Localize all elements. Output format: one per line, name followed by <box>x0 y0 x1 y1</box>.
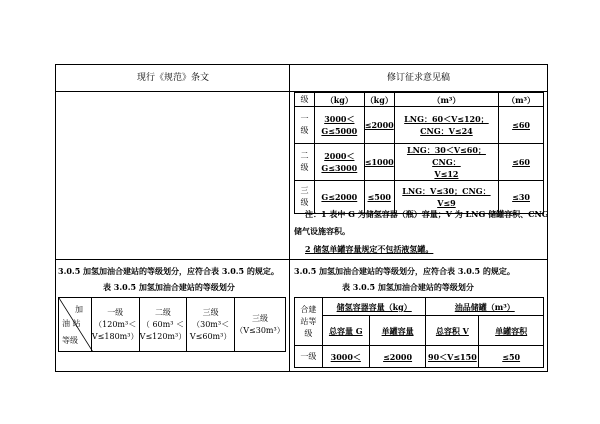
lng-cng-cell: LNG：60＜V≤120； CNG：V≤24 <box>394 107 498 144</box>
row-total-volume: 90＜V≤150 <box>426 346 479 368</box>
comparison-table <box>55 64 548 372</box>
sub-single-capacity: 单罐容量 <box>369 316 426 346</box>
note-2: 2 储氢单罐容量规定不包括液氢罐。 <box>305 244 434 254</box>
head-hydrogen-capacity: 储氢容器容量（kg） <box>322 298 426 316</box>
grade-cell: 一 级 <box>295 107 315 144</box>
unit-cell: （kg） <box>314 93 364 107</box>
left-clause-intro: 3.0.5 加氢加油合建站的等级划分，应符合表 3.0.5 的规定。 <box>58 266 279 276</box>
sub-total-capacity: 总容量 G <box>322 316 369 346</box>
header-revision-draft: 修订征求意见稿 <box>386 73 450 83</box>
total-capacity-cell: 3000＜ G≤5000 <box>314 107 364 144</box>
single-capacity-cell: ≤1000 <box>364 144 394 181</box>
grade-cell: 三 级 <box>295 181 315 214</box>
unit-cell: （m³） <box>394 93 498 107</box>
head-oil-tank: 油品储罐（m³） <box>426 298 544 316</box>
row-single-capacity: ≤2000 <box>369 346 426 368</box>
total-capacity-cell: G≤2000 <box>314 181 364 214</box>
unit-cell: （kg） <box>365 94 393 105</box>
single-capacity-cell: ≤2000 <box>364 107 394 144</box>
head-grade: 合建 站等 级 <box>295 298 323 346</box>
sub-single-volume: 单罐容积 <box>479 316 544 346</box>
lng-cng-cell: LNG：V≤30；CNG： V≤9 <box>394 181 498 214</box>
right-grade-table <box>294 297 544 368</box>
corner-cell: 加 油 站 等级 <box>59 298 92 352</box>
row-grade: 一级 <box>295 346 323 368</box>
single-tank-cell: ≤60 <box>499 144 544 181</box>
grade-col-3: 三级 （30m³＜ V≤60m³） <box>187 298 235 352</box>
column-divider <box>289 65 290 371</box>
grade-table-hydrogen-gas <box>294 92 544 214</box>
grade-cell: 二 级 <box>295 144 315 181</box>
grade-col-2: 二级 （ 60m³ ＜ V≤120m³） <box>139 298 187 352</box>
left-table-caption: 表 3.0.5 加氢加油合建站的等级划分 <box>103 282 235 292</box>
right-table-caption: 表 3.0.5 加氢加油合建站的等级划分 <box>342 282 474 292</box>
lng-cng-cell: LNG：30＜V≤60；CNG： V≤12 <box>394 144 498 181</box>
single-tank-cell: ≤60 <box>499 107 544 144</box>
single-capacity-cell: ≤500 <box>364 181 394 214</box>
grade-col-1: 一级 （120m³＜ V≤180m³） <box>91 298 139 352</box>
unit-cell: 级 <box>295 93 315 107</box>
single-tank-cell: ≤30 <box>499 181 544 214</box>
row-single-volume: ≤50 <box>479 346 544 368</box>
note-1-cont: 储气设施容积。 <box>294 226 350 236</box>
section-divider <box>56 259 547 260</box>
left-grade-table <box>58 297 286 352</box>
total-capacity-cell: 2000＜ G≤3000 <box>314 144 364 181</box>
header-current-code: 现行《规范》条文 <box>136 73 209 83</box>
grade-col-4: 三级 （V≤30m³） <box>235 298 286 352</box>
row-total-capacity: 3000＜ <box>322 346 369 368</box>
unit-cell: （m³） <box>499 93 544 107</box>
sub-total-volume: 总容积 V <box>426 316 479 346</box>
right-clause-intro: 3.0.5 加氢加油合建站的等级划分，应符合表 3.0.5 的规定。 <box>294 266 515 276</box>
note-1: 注：1 表中 G 为储氢容器（瓶）容量；V 为 LNG 储罐容积、CNG <box>305 209 549 219</box>
